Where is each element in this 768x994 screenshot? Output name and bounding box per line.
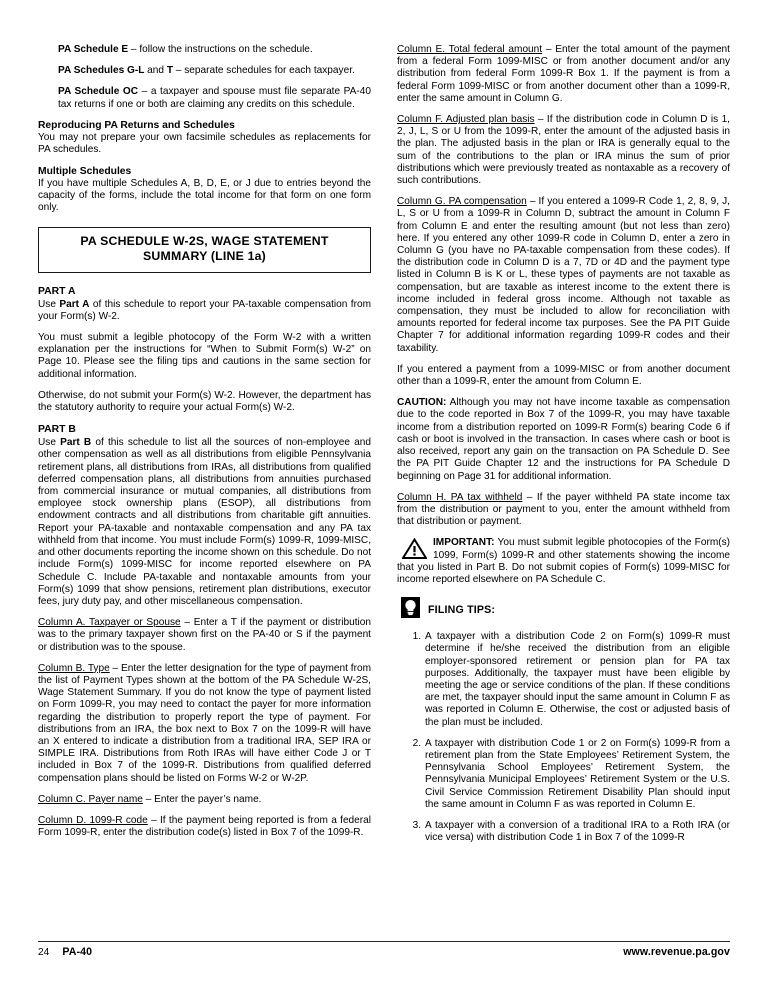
column-g-followup-paragraph: If you entered a payment from a 1099-MISC or from another document other than a 1099-R, enter the amount from Column E. [397, 363, 730, 388]
part-a-p1-bold: Part A [59, 298, 90, 310]
schedule-e-text: – follow the instructions on the schedule. [128, 44, 313, 55]
schedule-gl-mid: and [144, 65, 167, 77]
caution-text: Although you may not have income taxable as compensation due to the code reported in Box 7 of the 1099-R, you may have taxable income from a distribution reported on 1099-R Form(s) bearing Code 6 if cash or boot is involved in the transaction. In cases where cash or boot is also received, report any gain on the transaction on PA Schedule D. See the PA PIT Guide Chapter 12 and the instructions for PA Schedule D beginning on Page 31 for additional information. [397, 397, 730, 482]
part-b-paragraph-1 [38, 437, 371, 608]
important-paragraph [397, 537, 730, 586]
important-label: IMPORTANT: [433, 537, 495, 549]
column-a-text: – Enter a T if the payment or distribution was to the primary taxpayer shown first on the PA-40 or S if the payment or distribution was to the spouse. [38, 617, 371, 653]
column-e-paragraph [397, 44, 730, 105]
column-e-text: – Enter the total amount of the payment from a federal Form 1099-MISC or from another document and/or any distribution from federal Form 1099-R Box 1. If the payment is from a federal Form 1099-MISC or from another document other than a 1099-R, enter the same amount in Column G. [397, 44, 730, 104]
column-d-title: Column D. 1099-R code [38, 814, 148, 826]
schedule-notes-block [58, 44, 371, 111]
column-c-text: – Enter the payer’s name. [142, 793, 262, 805]
schedule-title-line-1: PA SCHEDULE W-2S, WAGE STATEMENT [80, 233, 329, 248]
schedule-w2s-title-box [38, 227, 371, 273]
part-a-label: PART A [38, 285, 76, 297]
list-item: A taxpayer with a distribution Code 2 on Form(s) 1099-R must determine if he/she received the distribution from an eligible employer-sponsored retirement or pension plan for PA tax purposes. Additionally, the taxpayer must have been eligible by meeting the age or service conditions of the plan. If these conditions are met, the taxpayer should input the same amount in Column F as was reported in Column E. Otherwise, the cost or adjusted basis of the plan must be included. [425, 631, 730, 728]
column-h-text: – If the payer withheld PA state income tax from the distribution or payment to you, enter the amount withheld from that distribution or payment. [397, 491, 730, 528]
column-d-paragraph [38, 815, 371, 839]
column-h-paragraph [397, 492, 730, 529]
part-a-p1-post: of this schedule to report your PA-taxable compensation from your Form(s) W-2. [38, 298, 371, 322]
part-a-paragraph-2: You must submit a legible photocopy of the Form W-2 with a written explanation per the instructions for “When to Submit Form(s) W-2” on Page 10. Please see the filing tips and cautions in the same section for additional information. [38, 332, 371, 380]
schedule-e-lead: PA Schedule E [58, 44, 129, 55]
page-number: 24 [38, 947, 50, 958]
lightbulb-icon [401, 597, 420, 623]
two-column-layout [38, 44, 730, 853]
revenue-website: www.revenue.pa.gov [623, 946, 730, 958]
schedule-note-gl-t [58, 65, 371, 77]
filing-tips-list [397, 631, 730, 844]
footer-divider [38, 941, 730, 942]
column-g-paragraph [397, 196, 730, 355]
schedule-gl-lead: PA Schedules G-L [58, 65, 145, 77]
left-column [38, 44, 371, 848]
warning-triangle-icon [401, 538, 428, 560]
list-item: A taxpayer with a conversion of a traditional IRA to a Roth IRA (or vice versa) with distribution Code 1 in Box 7 of the 1099-R [425, 819, 730, 844]
column-b-title: Column B. Type [38, 662, 110, 674]
column-h-title: Column H. PA tax withheld [397, 491, 523, 503]
form-identifier: PA-40 [62, 946, 93, 958]
page-footer [38, 941, 730, 958]
column-f-text: – If the distribution code in Column D is 1, 2, J, L, S or U from the 1099-R, enter the amount of the adjusted basis in the plan. The adjusted basis in the plan or IRA is generally equal to the sum of the contributions to the plan or IRA minus the sum of prior distributions which were previously treated as nontaxable as a recovery of such contributions. [397, 114, 730, 187]
part-a-paragraph-3: Otherwise, do not submit your Form(s) W-2. However, the department has the statutory authority to require your actual Form(s) W-2. [38, 389, 371, 414]
filing-tips-header [401, 597, 730, 623]
column-a-paragraph [38, 617, 371, 654]
reproducing-heading: Reproducing PA Returns and Schedules [38, 119, 235, 131]
right-column [397, 44, 730, 853]
caution-paragraph [397, 397, 730, 482]
column-c-title: Column C. Payer name [38, 793, 143, 805]
reproducing-body: You may not prepare your own facsimile schedules as replacements for PA schedules. [38, 132, 371, 156]
part-b-p1-bold: Part B [60, 437, 92, 449]
column-f-title: Column F. Adjusted plan basis [397, 114, 535, 126]
column-g-title: Column G. PA compensation [397, 196, 527, 208]
multiple-schedules-heading: Multiple Schedules [38, 165, 132, 177]
schedule-t-lead: T [166, 65, 173, 77]
column-g-text: – If you entered a 1099-R Code 1, 2, 8, 9, J, L, S or U from a 1099-R in Column D, subtract the amount in Column F from Column E and enter the resulting amount (but not less than zero) here. If you entered any other 1099-R code in Column D, enter a zero in Column G (you have no PA-taxable compensation from these codes). If the distribution code in Column D is a 7, 7D or 4D and the payment type listed in Column B is K or L, these types of payments are not taxable as compensation, but are taxable as interest income to the extent there is income included in federal gross income. Although not taxable as compensation, they must be included to allow for reconciliation with amounts reported for federal income tax purposes. See the PA PIT Guide Chapter 7 for additional information regarding 1099-R codes and their taxability. [397, 196, 730, 354]
schedule-gl-text: – separate schedules for each taxpayer. [173, 65, 355, 77]
important-text: You must submit legible photocopies of the Form(s) 1099, Form(s) 1099-R and other statements showing the income that you listed in Part B. Do not submit copies of Form(s) 1099-MISC for income reported elsewhere on PA Schedule C. [397, 537, 730, 585]
schedule-note-oc [58, 86, 371, 110]
column-e-title: Column E. Total federal amount [397, 44, 543, 55]
part-a-p1-pre: Use [38, 298, 60, 310]
list-item: A taxpayer with distribution Code 1 or 2 on Form(s) 1099-R from a retirement plan from the State Employees’ Retirement System, the Pennsylvania School Employees’ Retirement System, the Pennsylvania Municipal Employees’ Retirement System or the U.S. Civil Service Commission Retirement Disability Plan should input the same amount in Column F as was reported in Column E. [425, 737, 730, 810]
schedule-title-line-2: SUMMARY (LINE 1a) [143, 249, 266, 264]
column-b-paragraph [38, 663, 371, 785]
column-d-text: – If the payment being reported is from a federal Form 1099-R, enter the distribution code(s) listed in Box 7 of the 1099-R. [38, 814, 372, 839]
schedule-oc-text: – a taxpayer and spouse must file separate PA-40 tax returns if one or both are claiming any credits on this schedule. [58, 86, 371, 110]
part-b-label: PART B [38, 424, 76, 436]
part-b-p1-pre: Use [38, 437, 61, 449]
column-b-text: – Enter the letter designation for the type of payment from the list of Payment Types shown at the bottom of the PA Schedule W-2S, Wage Statement Summary. If you do not know the type of payment listed on Form 1099-R, you may need to contact the payer for more information regarding the distribution to properly report the type of payment. For distributions from an IRA, the box next to Box 7 on the 1099-R will have an X entered to indicate a distribution from a traditional IRA, SEP IRA or SIMPLE IRA. Distributions from Roth IRAs will have either Code J or T included in Box 7 of the 1099-R. Distributions from qualified deferred compensation plans should be listed on Forms W-2 or W-2P. [38, 662, 371, 784]
footer-row [38, 946, 730, 958]
column-a-title: Column A. Taxpayer or Spouse [38, 617, 181, 629]
part-b-p1-post: of this schedule to list all the sources of non-employee and other compensation as well as all distributions from eligible Pennsylvania retirement plans, all distributions from IRAs, all distributions from qualified deferred compensation plans, all distributions from annuities purchased from commercial insurance or mutual companies, all distributions from employee stock ownership plans (ESOP), all distributions from endowment contracts and all distributions from charitable gift annuities. Report your PA-taxable and nontaxable compensation and any PA tax withheld from that income. You must include Form(s) 1099-R, 1099-MISC, and other documents reporting the income shown on this schedule. Do not include Form(s) 1099-MISC for income reported elsewhere on PA Schedule C. Include PA-taxable and nontaxable amounts from your Form(s) 1099 that show pensions, retirement plan distributions, executor fees, jury duty pay, and other miscellaneous compensation. [38, 437, 371, 607]
schedule-note-e [58, 44, 371, 56]
part-a-paragraph-1 [38, 299, 371, 323]
multiple-schedules-body: If you have multiple Schedules A, B, D, E, or J due to entries beyond the capacity of the forms, include the total income for that form on one form only. [38, 178, 371, 214]
filing-tips-label: FILING TIPS: [428, 604, 496, 617]
column-f-paragraph [397, 114, 730, 187]
schedule-oc-lead: PA Schedule OC [58, 86, 139, 98]
column-c-paragraph [38, 794, 371, 806]
footer-left-group [38, 946, 92, 958]
caution-label: CAUTION: [397, 397, 447, 409]
